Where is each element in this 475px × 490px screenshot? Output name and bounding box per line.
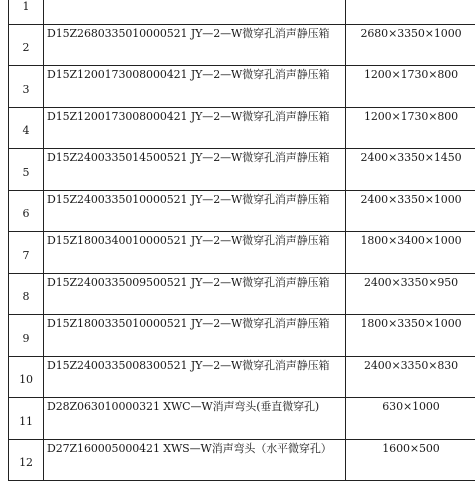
description-cell (44, 0, 346, 24)
row-index-cell (9, 107, 44, 149)
row-index: 3 (22, 82, 30, 96)
description-cell (44, 190, 346, 232)
item-description: D15Z1800335010000521 JY—2—W微穿孔消声静压箱 (47, 317, 330, 330)
spec-table (8, 0, 475, 481)
dimensions-cell (346, 149, 475, 191)
dimensions-cell (346, 107, 475, 149)
description-cell (44, 66, 346, 108)
item-dimensions: 1800×3350×1000 (360, 317, 462, 330)
table-row (9, 0, 475, 24)
description-cell (44, 315, 346, 357)
row-index-cell (9, 232, 44, 274)
item-dimensions: 630×1000 (382, 400, 440, 413)
table-row (9, 107, 475, 149)
row-index-cell (9, 24, 44, 66)
row-index-cell (9, 190, 44, 232)
description-cell (44, 273, 346, 315)
dimensions-cell (346, 232, 475, 274)
table-row (9, 232, 475, 274)
row-index-cell (9, 0, 44, 24)
dimensions-cell (346, 439, 475, 481)
row-index: 2 (22, 41, 30, 55)
item-dimensions: 2400×3350×950 (363, 275, 459, 289)
description-cell (44, 439, 346, 481)
row-index: 6 (22, 207, 30, 221)
item-dimensions: 1800×3400×1000 (360, 234, 462, 247)
row-index: 8 (22, 290, 30, 304)
dimensions-cell (346, 398, 475, 440)
description-cell (44, 398, 346, 440)
dimensions-cell (346, 66, 475, 108)
dimensions-cell (346, 190, 475, 232)
item-description: D15Z1200173008000421 JY—2—W微穿孔消声静压箱 (47, 68, 330, 81)
table-row (9, 149, 475, 191)
item-dimensions: 1200×1730×800 (363, 109, 459, 123)
item-description: D15Z2400335010000521 JY—2—W微穿孔消声静压箱 (47, 192, 330, 206)
row-index-cell (9, 439, 44, 481)
item-description: D15Z2400335014500521 JY—2—W微穿孔消声静压箱 (47, 151, 330, 164)
row-index: 7 (22, 248, 30, 262)
row-index-cell (9, 356, 44, 398)
description-cell (44, 232, 346, 274)
dimensions-cell (346, 273, 475, 315)
row-index-cell (9, 315, 44, 357)
description-cell (44, 149, 346, 191)
table-row (9, 439, 475, 481)
row-index-cell (9, 66, 44, 108)
spec-table-body (9, 0, 475, 481)
dimensions-cell (346, 0, 475, 24)
item-description: D15Z1200173008000421 JY—2—W微穿孔消声静压箱 (47, 109, 330, 123)
row-index: 1 (22, 0, 30, 13)
item-description: D15Z2400335009500521 JY—2—W微穿孔消声静压箱 (47, 275, 330, 289)
item-description: D15Z2400335008300521 JY—2—W微穿孔消声静压箱 (47, 358, 330, 372)
row-index: 5 (22, 165, 30, 179)
row-index-cell (9, 398, 44, 440)
row-index: 4 (22, 124, 30, 138)
item-description: D28Z063010000321 XWC—W消声弯头(垂直微穿孔) (47, 400, 320, 413)
item-description: D15Z2680335010000521 JY—2—W微穿孔消声静压箱 (47, 26, 330, 40)
row-index: 9 (22, 331, 30, 345)
item-dimensions: 2400×3350×1450 (360, 151, 462, 164)
table-row (9, 24, 475, 66)
row-index: 12 (19, 456, 33, 470)
table-row (9, 66, 475, 108)
table-row (9, 190, 475, 232)
table-row (9, 315, 475, 357)
dimensions-cell (346, 24, 475, 66)
row-index-cell (9, 149, 44, 191)
table-row (9, 356, 475, 398)
item-dimensions: 2680×3350×1000 (360, 26, 462, 40)
description-cell (44, 107, 346, 149)
item-dimensions: 2400×3350×830 (363, 358, 459, 372)
item-description: D27Z160005000421 XWS—W消声弯头（水平微穿孔） (47, 441, 332, 455)
dimensions-cell (346, 356, 475, 398)
item-description: D15Z1800340010000521 JY—2—W微穿孔消声静压箱 (47, 234, 330, 247)
dimensions-cell (346, 315, 475, 357)
table-row (9, 398, 475, 440)
row-index: 11 (19, 414, 33, 428)
item-dimensions: 1600×500 (382, 441, 440, 455)
description-cell (44, 24, 346, 66)
item-dimensions: 1200×1730×800 (363, 68, 459, 81)
description-cell (44, 356, 346, 398)
table-row (9, 273, 475, 315)
row-index-cell (9, 273, 44, 315)
row-index: 10 (19, 373, 33, 387)
item-dimensions: 2400×3350×1000 (360, 192, 462, 206)
